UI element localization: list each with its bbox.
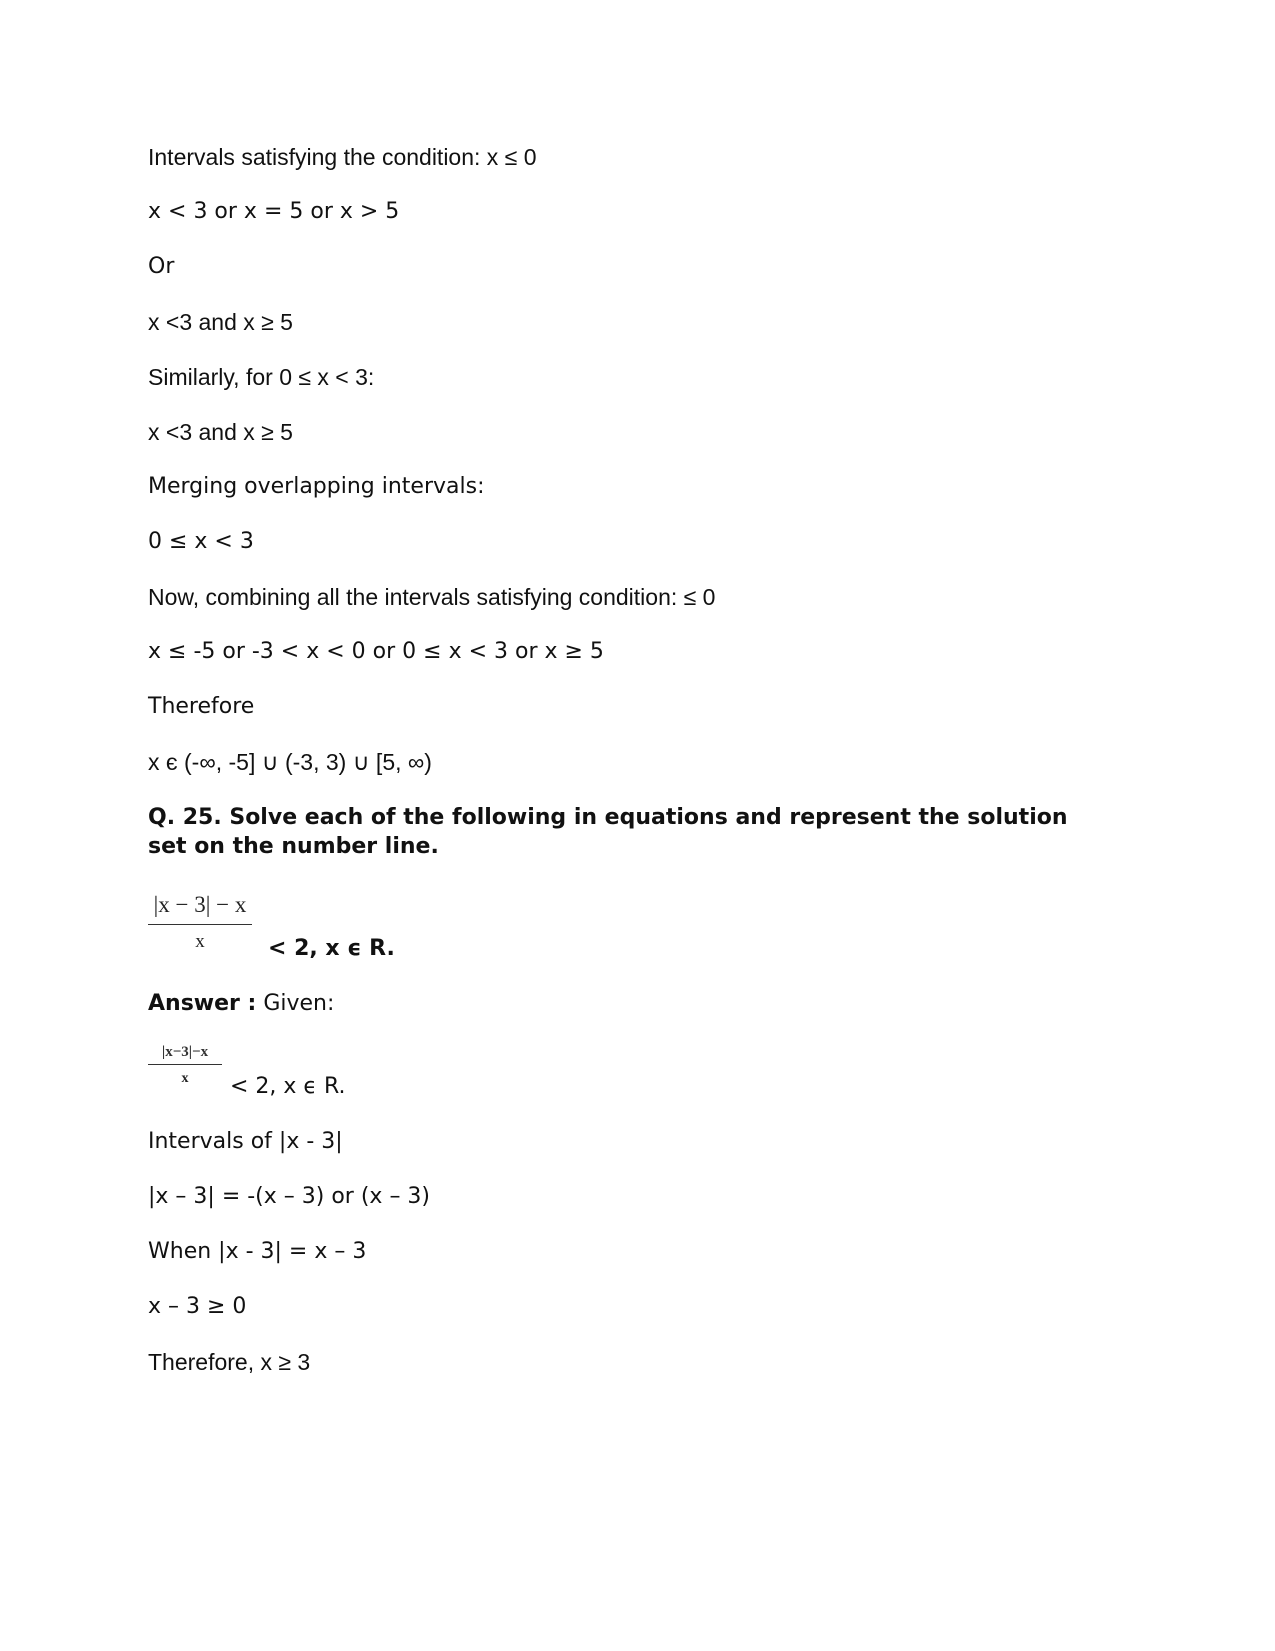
text-line: x <3 and x ≥ 5 [148,419,293,445]
text-line: x – 3 ≥ 0 [148,1294,247,1319]
question-heading: Q. 25. Solve each of the following in equations and represent the solution set on the number line. [148,805,1068,859]
text-line: Therefore, x ≥ 3 [148,1349,311,1375]
answer-label: Answer : [148,991,257,1016]
fraction-numerator: |x − 3| − x [148,892,252,925]
question-fraction [148,892,252,953]
text-line: Therefore [148,694,255,719]
text-line: When |x - 3| = x – 3 [148,1239,367,1264]
text-line: Now, combining all the intervals satisfying condition: ≤ 0 [148,584,716,610]
text-line: Merging overlapping intervals: [148,474,485,499]
fraction-denominator: x [195,931,205,952]
text-line: x < 3 or x = 5 or x > 5 [148,199,400,224]
answer-given: Given: [256,991,335,1016]
text-line: x ≤ -5 or -3 < x < 0 or 0 ≤ x < 3 or x ≥ 5 [148,639,604,664]
question-condition: < 2, x ϵ R. [268,936,395,961]
text-line: |x – 3| = -(x – 3) or (x – 3) [148,1184,431,1209]
answer-condition: < 2, x ϵ R. [230,1074,346,1099]
fraction-denominator: x [181,1071,189,1086]
text-line: Or [148,254,175,279]
text-line: Intervals satisfying the condition: x ≤ 0 [148,144,537,170]
answer-intro [148,990,334,1018]
text-line: x <3 and x ≥ 5 [148,309,293,335]
answer-fraction [148,1044,222,1087]
text-line: 0 ≤ x < 3 [148,529,254,554]
text-line: Similarly, for 0 ≤ x < 3: [148,364,375,390]
text-line: Intervals of |x - 3| [148,1129,343,1154]
fraction-numerator: |x−3|−x [148,1044,222,1065]
text-line: x є (-∞, -5] ∪ (-3, 3) ∪ [5, ∞) [148,749,432,775]
